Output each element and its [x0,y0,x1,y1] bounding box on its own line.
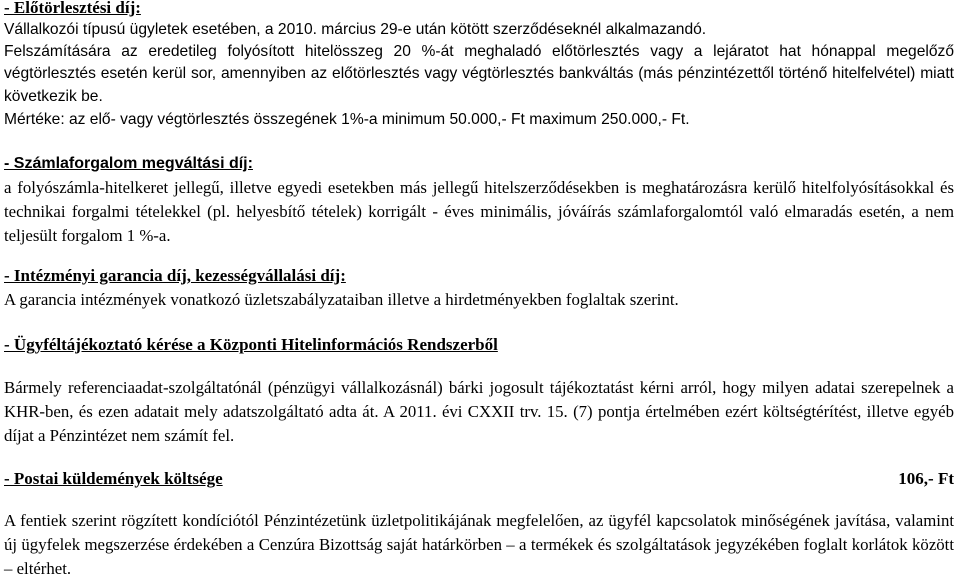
early-repayment-rate: Mértéke: az elő- vagy végtörlesztés összegének 1%-a minimum 50.000,- Ft maximum 250.000,- Ft. [4,110,690,128]
khr-heading: - Ügyféltájékoztató kérése a Központi Hitelinformációs Rendszerből [4,335,498,354]
guarantee-text: A garancia intézmények vonatkozó üzletszabályzataiban illetve a hirdetményekben foglaltak szerint. [4,290,679,309]
account-turnover-text: a folyószámla-hitelkeret jellegű, illetve egyedi esetekben más jellegű hitelszerződésekben is meghatározásra kerülő hitelfolyósításokkal és technikai forgalmi tételekkel (pl. helyesbítő tételek) korrigált - éves minimális, jóváírás számlaforgalomtól való elmaradás esetén, a nem teljesült forgalom 1 %-a. [4,178,954,245]
early-repayment-applicability: Vállalkozói típusú ügyletek esetében, a 2010. március 29-e után kötött szerződéseknél alkalmazandó. [4,21,707,38]
early-repayment-heading: - Előtörlesztési díj: [4,0,141,17]
section-account-turnover [4,152,954,248]
khr-text: Bármely referenciaadat-szolgáltatónál (pénzügyi vállalkozásnál) bárki jogosult tájékoztatást kérni arról, hogy milyen adatai szerepelnek a KHR-ben, és ezen adatait mely adatszolgáltató adta át. A 2011. évi CXXII trv. 15. (7) pontja értelmében ezért költségtérítést, illetve egyéb díjat a Pénzintézet nem számít fel. [4,378,954,445]
account-turnover-heading: - Számlaforgalom megváltási díj: [4,155,253,172]
early-repayment-conditions: Felszámítására az eredetileg folyósított hitelösszeg 20 %-át meghaladó előtörlesztés vagy a lejáratot hat hónappal megelőző végtörlesztés esetén kerül sor, amennyiben az előtörlesztés vagy végtörlesztés bankváltás (más pénzintézettől történő hitelfelvétel) miatt következik be. [4,43,954,105]
section-early-repayment [4,0,954,131]
section-guarantee [4,264,954,312]
section-khr [4,333,954,448]
guarantee-heading: - Intézményi garancia díj, kezességvállalási díj: [4,266,346,285]
postal-amount: 106,- Ft [898,469,954,488]
postal-text: A fentiek szerint rögzített kondíciótól Pénzintézetünk üzletpolitikájának megfelelően, az ügyfél kapcsolatok minőségének javítása, valamint új ügyfelek megszerzése érdekében a Cenzúra Bizottság saját határkörben – a termékek és szolgáltatások jegyzékében foglalt korlátok között – eltérhet. [4,511,954,578]
section-postal [4,467,954,581]
postal-heading: - Postai küldemények költsége [4,469,223,488]
